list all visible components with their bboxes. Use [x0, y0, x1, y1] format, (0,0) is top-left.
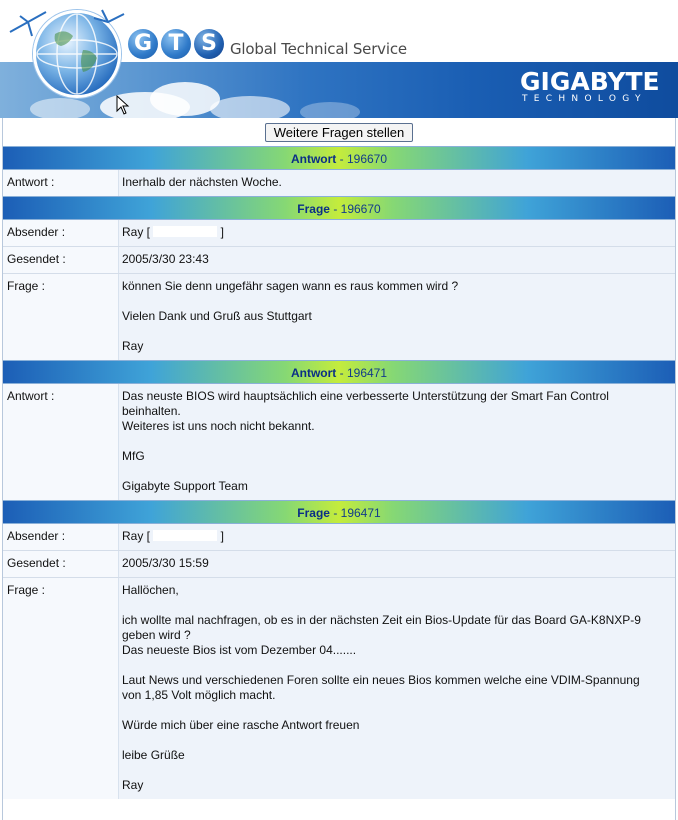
message-row: [3, 551, 675, 578]
message-table: [3, 524, 675, 799]
section-kind: Frage: [297, 506, 330, 520]
message-paragraph: ich wollte mal nachfragen, ob es in der nächsten Zeit ein Bios-Update für das Board GA-K8NXP-9 geben wird ? Das neueste Bios ist vom Dezember 04.......: [122, 613, 641, 657]
message-paragraph: Gigabyte Support Team: [122, 479, 248, 493]
message-paragraph: können Sie denn ungefähr sagen wann es raus kommen wird ?: [122, 279, 459, 293]
ticket-id: 196471: [340, 506, 381, 520]
message-paragraph: leibe Grüße: [122, 748, 185, 762]
message-list: [3, 146, 675, 799]
message-row: [3, 247, 675, 274]
field-label: Absender :: [7, 529, 66, 543]
bird-icon: [8, 10, 48, 40]
field-label: Gesendet :: [7, 252, 66, 266]
ticket-id: 196670: [340, 202, 381, 216]
section-header-question: [3, 196, 675, 220]
message-paragraph: 2005/3/30 23:43: [122, 252, 209, 266]
redacted-email: [153, 530, 217, 541]
message-paragraph: MfG: [122, 449, 145, 463]
redacted-email: [153, 226, 217, 237]
field-value: [122, 524, 675, 550]
message-paragraph: Würde mich über eine rasche Antwort freuen: [122, 718, 360, 732]
field-label: Antwort :: [7, 175, 55, 189]
section-separator: -: [336, 152, 347, 166]
ticket-thread: [2, 118, 676, 820]
message-paragraph: Ray: [122, 339, 144, 353]
ticket-id: 196670: [346, 152, 388, 166]
sender-bracket: ]: [217, 529, 225, 543]
sender-name: Ray [: [122, 225, 154, 239]
section-kind: Frage: [297, 202, 330, 216]
message-paragraph: Inerhalb der nächsten Woche.: [122, 175, 282, 189]
message-row: [3, 220, 675, 247]
message-paragraph: Vielen Dank und Gruß aus Stuttgart: [122, 309, 312, 323]
field-label: Antwort :: [7, 389, 55, 403]
section-separator: -: [336, 366, 347, 380]
ticket-id: 196471: [346, 366, 388, 380]
mouse-cursor-icon: [116, 95, 130, 115]
message-paragraph: Hallöchen,: [122, 583, 179, 597]
field-label: Frage :: [7, 583, 46, 597]
field-value: [122, 551, 675, 577]
message-row: [3, 524, 675, 551]
section-separator: -: [329, 506, 341, 520]
section-separator: -: [329, 202, 341, 216]
section-kind: Antwort: [290, 366, 337, 380]
service-tagline: Global Technical Service: [230, 40, 407, 58]
field-value: [122, 220, 675, 246]
gts-letter-g: G: [128, 29, 158, 59]
site-header: [0, 0, 678, 118]
field-label: Frage :: [7, 279, 46, 293]
field-value: [122, 578, 675, 799]
section-header-answer: [3, 360, 675, 384]
message-table: [3, 170, 675, 196]
field-label: Gesendet :: [7, 556, 66, 570]
brand-logo: GIGABYTE: [520, 67, 660, 96]
field-value: [122, 274, 675, 360]
field-value: [122, 170, 675, 196]
section-header-answer: [3, 146, 675, 170]
toolbar: [3, 118, 675, 146]
message-table: [3, 220, 675, 360]
gts-letter-s: S: [194, 29, 224, 59]
section-header-question: [3, 500, 675, 524]
bird-icon: [92, 6, 126, 30]
message-row: [3, 578, 675, 800]
field-value: [122, 384, 675, 500]
gts-letter-t: T: [161, 29, 191, 59]
sender-name: Ray [: [122, 529, 154, 543]
field-label: Absender :: [7, 225, 66, 239]
sender-bracket: ]: [217, 225, 225, 239]
message-table: [3, 384, 675, 500]
brand-subtitle: TECHNOLOGY: [522, 94, 647, 104]
section-kind: Antwort: [290, 152, 337, 166]
message-row: [3, 384, 675, 500]
ask-more-questions-button[interactable]: Weitere Fragen stellen: [265, 123, 414, 142]
message-paragraph: 2005/3/30 15:59: [122, 556, 209, 570]
field-value: [122, 247, 675, 273]
message-paragraph: Laut News und verschiedenen Foren sollte ein neues Bios kommen welche eine VDIM-Spannung von 1,85 Volt möglich macht.: [122, 673, 640, 702]
message-paragraph: Das neuste BIOS wird hauptsächlich eine verbesserte Unterstützung der Smart Fan Control beinhalten. Weiteres ist uns noch nicht bekannt.: [122, 389, 609, 433]
message-paragraph: Ray: [122, 778, 144, 792]
message-row: [3, 170, 675, 196]
message-row: [3, 274, 675, 361]
